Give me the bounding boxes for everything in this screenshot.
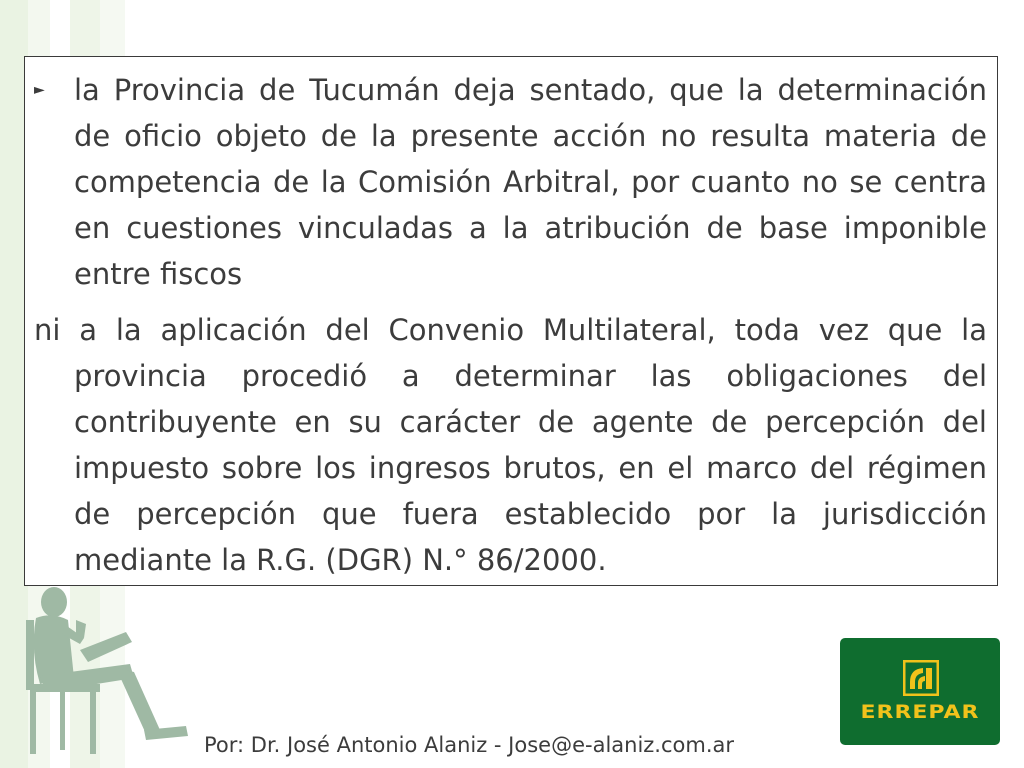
bullet-arrow-icon: ► <box>34 82 45 98</box>
errepar-emblem-icon <box>903 660 939 696</box>
paragraph-2 <box>25 307 987 583</box>
paragraph-1-text: la Provincia de Tucumán deja sentado, que la determinación de oficio objeto de la presente acción no resulta materia de competencia de la Comisión Arbitral, por cuanto no se centra en cuestiones vinculadas a la atribución de base imponible entre fiscos <box>74 73 987 291</box>
footer-author: Por: Dr. José Antonio Alaniz - Jose@e-alaniz.com.ar <box>204 733 735 757</box>
seated-person-figure <box>10 580 200 760</box>
content-textbox <box>24 56 998 586</box>
paragraph-1 <box>25 67 987 297</box>
errepar-logo <box>840 638 1000 745</box>
errepar-logo-text: ERREPAR <box>860 701 980 724</box>
paragraph-2-text: ni a la aplicación del Convenio Multilateral, toda vez que la provincia procedió a determinar las obligaciones del contribuyente en su carácter de agente de percepción del impuesto sobre los ingresos brutos, en el marco del régimen de percepción que fuera establecido por la jurisdicción mediante la R.G. (DGR) N.° 86/2000. <box>34 313 987 577</box>
